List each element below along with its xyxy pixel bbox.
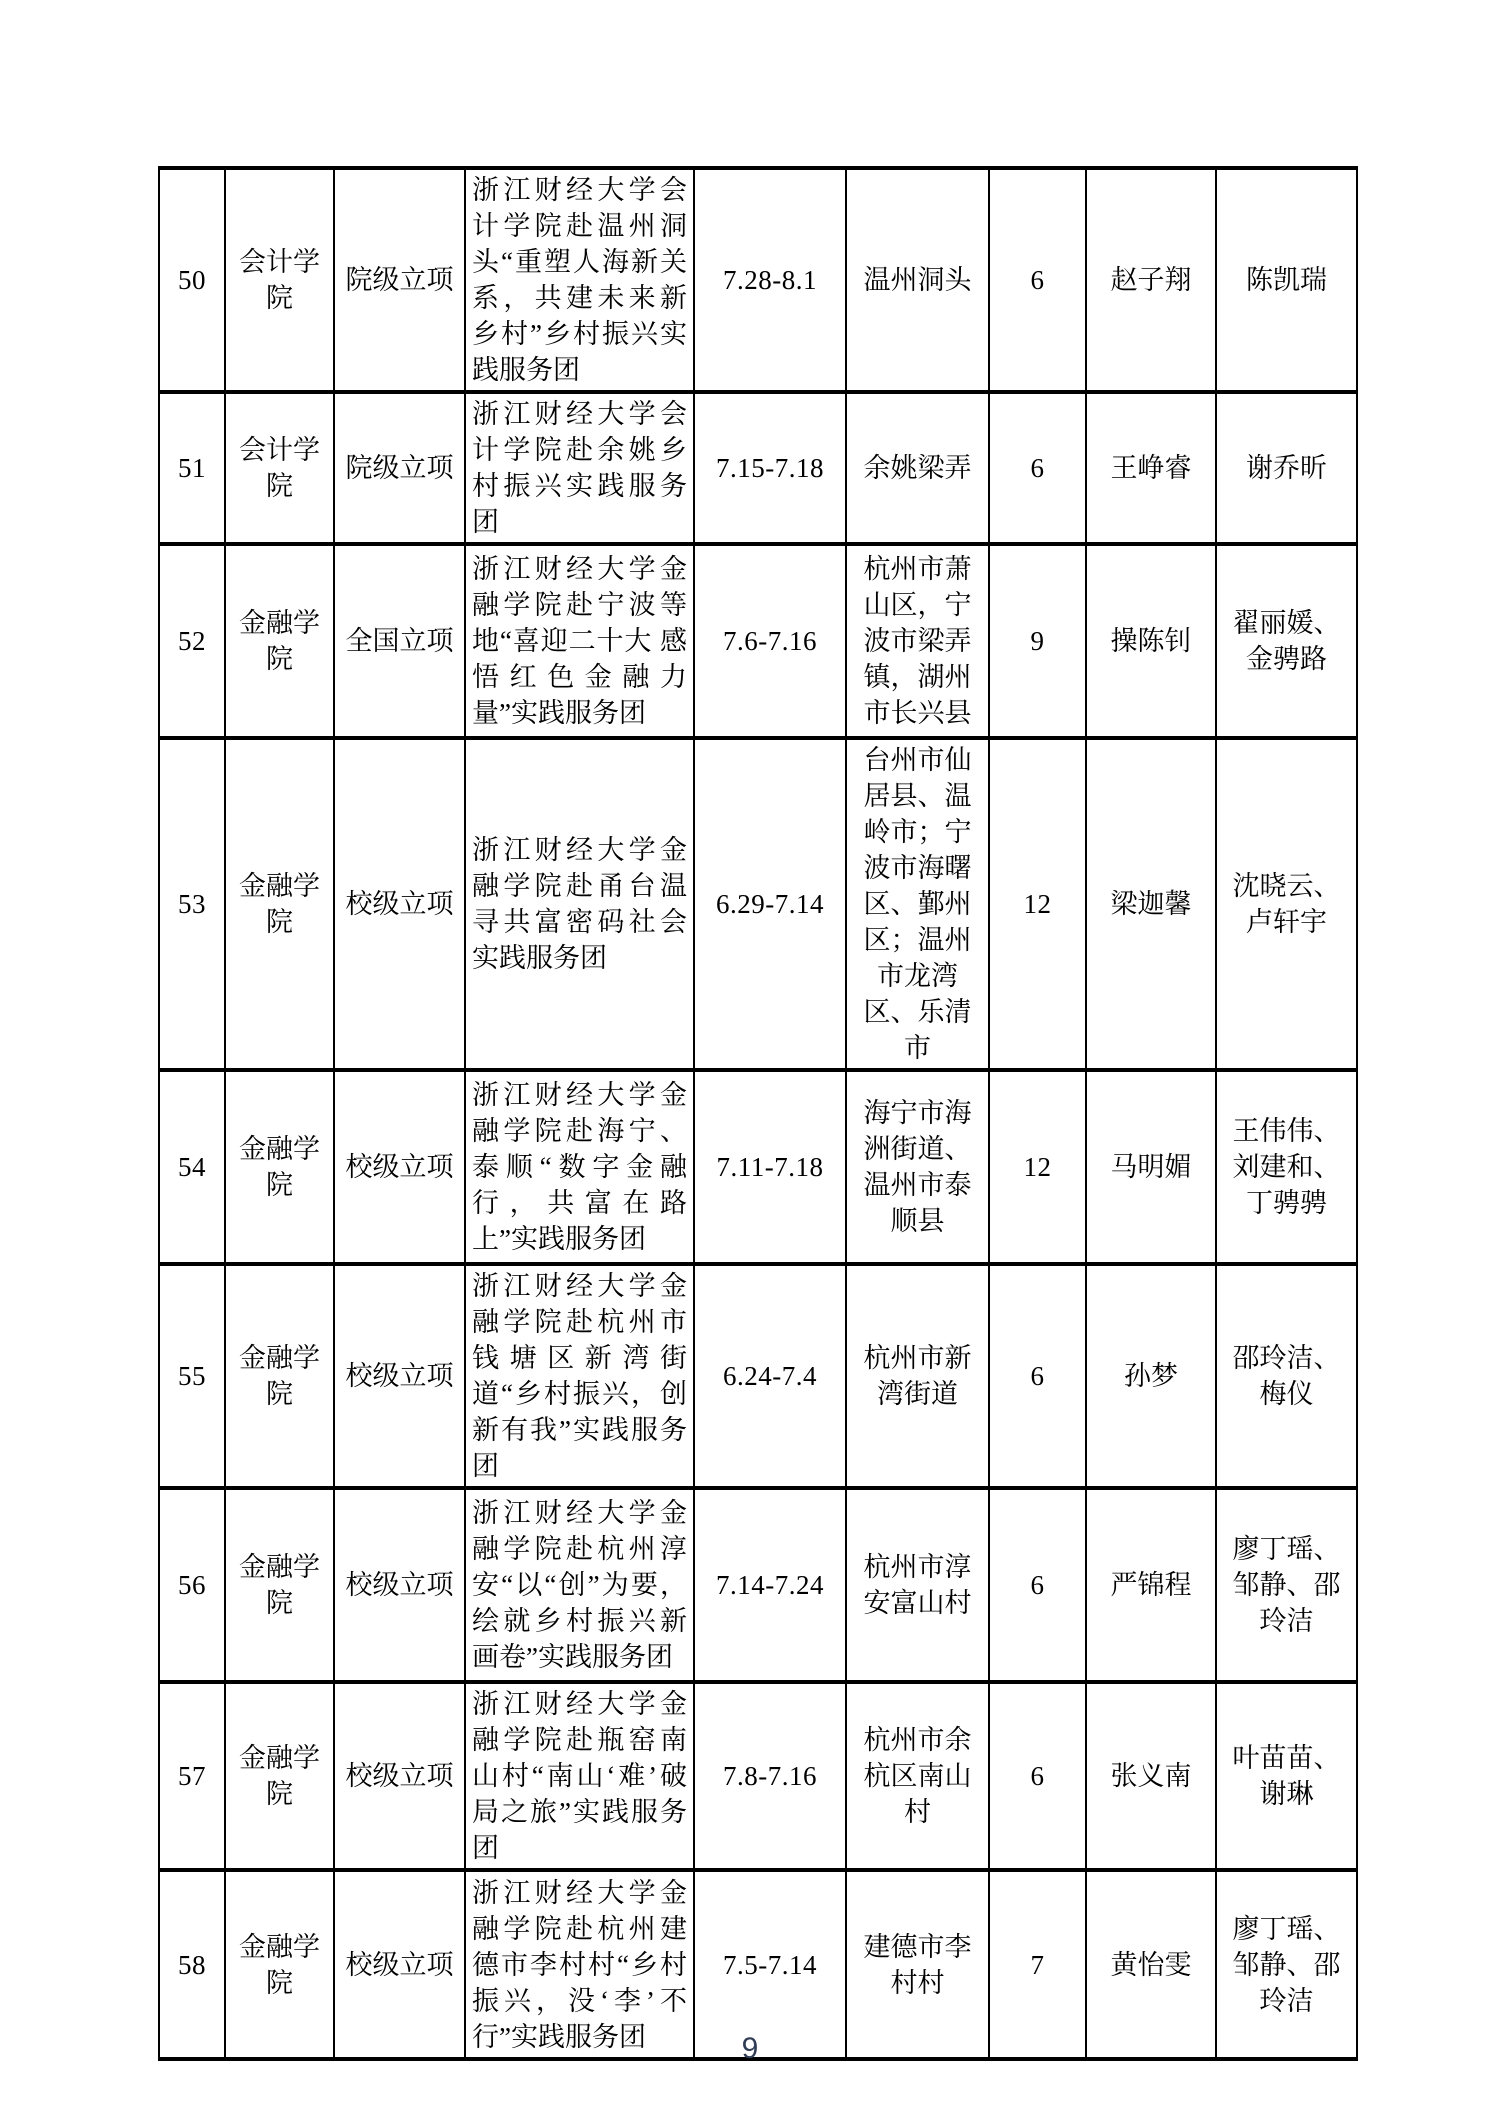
cell-member-count: 6 <box>989 392 1086 544</box>
cell-row-number: 51 <box>159 392 225 544</box>
cell-location: 余姚梁弄 <box>846 392 989 544</box>
cell-project-level: 院级立项 <box>334 392 465 544</box>
cell-location: 杭州市萧山区，宁波市梁弄镇，湖州市长兴县 <box>846 544 989 738</box>
cell-project-level: 全国立项 <box>334 544 465 738</box>
cell-team-name: 浙江财经大学金融学院赴宁波等地“喜迎二十大 感悟红色金融力量”实践服务团 <box>465 544 694 738</box>
cell-advisors: 廖丁瑶、邹静、邵玲洁 <box>1216 1870 1357 2059</box>
cell-project-level: 校级立项 <box>334 738 465 1070</box>
cell-college: 金融学院 <box>225 1870 334 2059</box>
cell-dates: 7.6-7.16 <box>694 544 846 738</box>
cell-advisors: 廖丁瑶、邹静、邵玲洁 <box>1216 1488 1357 1682</box>
cell-row-number: 53 <box>159 738 225 1070</box>
cell-dates: 7.5-7.14 <box>694 1870 846 2059</box>
cell-project-level: 校级立项 <box>334 1682 465 1870</box>
cell-college: 金融学院 <box>225 1682 334 1870</box>
cell-location: 建德市李村村 <box>846 1870 989 2059</box>
cell-college: 金融学院 <box>225 1264 334 1488</box>
table-row <box>159 544 1357 738</box>
cell-leader: 严锦程 <box>1086 1488 1216 1682</box>
cell-project-level: 校级立项 <box>334 1070 465 1264</box>
cell-team-name: 浙江财经大学会计学院赴温州洞头“重塑人海新关系，共建未来新乡村”乡村振兴实践服务团 <box>465 168 694 392</box>
cell-leader: 王峥睿 <box>1086 392 1216 544</box>
cell-team-name: 浙江财经大学金融学院赴海宁、泰顺“数字金融行，共富在路上”实践服务团 <box>465 1070 694 1264</box>
cell-team-name: 浙江财经大学金融学院赴杭州建德市李村村“乡村振兴，没‘李’不行”实践服务团 <box>465 1870 694 2059</box>
table-row <box>159 392 1357 544</box>
cell-member-count: 6 <box>989 1682 1086 1870</box>
cell-college: 金融学院 <box>225 544 334 738</box>
cell-project-level: 校级立项 <box>334 1870 465 2059</box>
table-row <box>159 1070 1357 1264</box>
cell-dates: 7.14-7.24 <box>694 1488 846 1682</box>
cell-team-name: 浙江财经大学金融学院赴瓶窑南山村“南山‘难’破局之旅”实践服务团 <box>465 1682 694 1870</box>
cell-team-name: 浙江财经大学金融学院赴甬台温寻共富密码社会实践服务团 <box>465 738 694 1070</box>
cell-member-count: 9 <box>989 544 1086 738</box>
cell-member-count: 12 <box>989 1070 1086 1264</box>
cell-project-level: 校级立项 <box>334 1264 465 1488</box>
cell-college: 金融学院 <box>225 738 334 1070</box>
cell-project-level: 院级立项 <box>334 168 465 392</box>
cell-team-name: 浙江财经大学金融学院赴杭州淳安“以“创”为要，绘就乡村振兴新画卷”实践服务团 <box>465 1488 694 1682</box>
cell-location: 杭州市淳安富山村 <box>846 1488 989 1682</box>
cell-location: 杭州市余杭区南山村 <box>846 1682 989 1870</box>
cell-team-name: 浙江财经大学会计学院赴余姚乡村振兴实践服务团 <box>465 392 694 544</box>
cell-row-number: 50 <box>159 168 225 392</box>
cell-advisors: 王伟伟、刘建和、丁骋骋 <box>1216 1070 1357 1264</box>
cell-dates: 7.15-7.18 <box>694 392 846 544</box>
cell-dates: 7.28-8.1 <box>694 168 846 392</box>
cell-row-number: 54 <box>159 1070 225 1264</box>
cell-member-count: 6 <box>989 1264 1086 1488</box>
cell-advisors: 谢乔昕 <box>1216 392 1357 544</box>
table-row <box>159 1870 1357 2059</box>
cell-member-count: 6 <box>989 1488 1086 1682</box>
cell-location: 台州市仙居县、温岭市；宁波市海曙区、鄞州区；温州市龙湾区、乐清市 <box>846 738 989 1070</box>
cell-dates: 6.29-7.14 <box>694 738 846 1070</box>
cell-dates: 7.8-7.16 <box>694 1682 846 1870</box>
page-number: 9 <box>741 2032 759 2065</box>
cell-location: 杭州市新湾街道 <box>846 1264 989 1488</box>
cell-location: 温州洞头 <box>846 168 989 392</box>
cell-leader: 孙梦 <box>1086 1264 1216 1488</box>
cell-project-level: 校级立项 <box>334 1488 465 1682</box>
cell-leader: 马明媚 <box>1086 1070 1216 1264</box>
cell-leader: 操陈钊 <box>1086 544 1216 738</box>
cell-college: 金融学院 <box>225 1070 334 1264</box>
cell-member-count: 7 <box>989 1870 1086 2059</box>
cell-row-number: 58 <box>159 1870 225 2059</box>
cell-college: 会计学院 <box>225 168 334 392</box>
cell-college: 金融学院 <box>225 1488 334 1682</box>
cell-leader: 黄怡雯 <box>1086 1870 1216 2059</box>
cell-row-number: 55 <box>159 1264 225 1488</box>
cell-row-number: 56 <box>159 1488 225 1682</box>
cell-advisors: 翟丽媛、金骋路 <box>1216 544 1357 738</box>
cell-advisors: 沈晓云、卢轩宇 <box>1216 738 1357 1070</box>
cell-advisors: 陈凯瑞 <box>1216 168 1357 392</box>
cell-leader: 赵子翔 <box>1086 168 1216 392</box>
cell-row-number: 52 <box>159 544 225 738</box>
cell-location: 海宁市海洲街道、温州市泰顺县 <box>846 1070 989 1264</box>
cell-college: 会计学院 <box>225 392 334 544</box>
cell-dates: 6.24-7.4 <box>694 1264 846 1488</box>
cell-leader: 张义南 <box>1086 1682 1216 1870</box>
cell-member-count: 12 <box>989 738 1086 1070</box>
table-row <box>159 1682 1357 1870</box>
cell-leader: 梁迦馨 <box>1086 738 1216 1070</box>
table-row <box>159 1488 1357 1682</box>
cell-advisors: 邵玲洁、梅仪 <box>1216 1264 1357 1488</box>
table-row <box>159 1264 1357 1488</box>
cell-dates: 7.11-7.18 <box>694 1070 846 1264</box>
table-row <box>159 168 1357 392</box>
cell-team-name: 浙江财经大学金融学院赴杭州市钱塘区新湾街道“乡村振兴，创新有我”实践服务团 <box>465 1264 694 1488</box>
cell-row-number: 57 <box>159 1682 225 1870</box>
cell-member-count: 6 <box>989 168 1086 392</box>
table-row <box>159 738 1357 1070</box>
practice-teams-table <box>158 166 1358 2061</box>
cell-advisors: 叶苗苗、谢琳 <box>1216 1682 1357 1870</box>
